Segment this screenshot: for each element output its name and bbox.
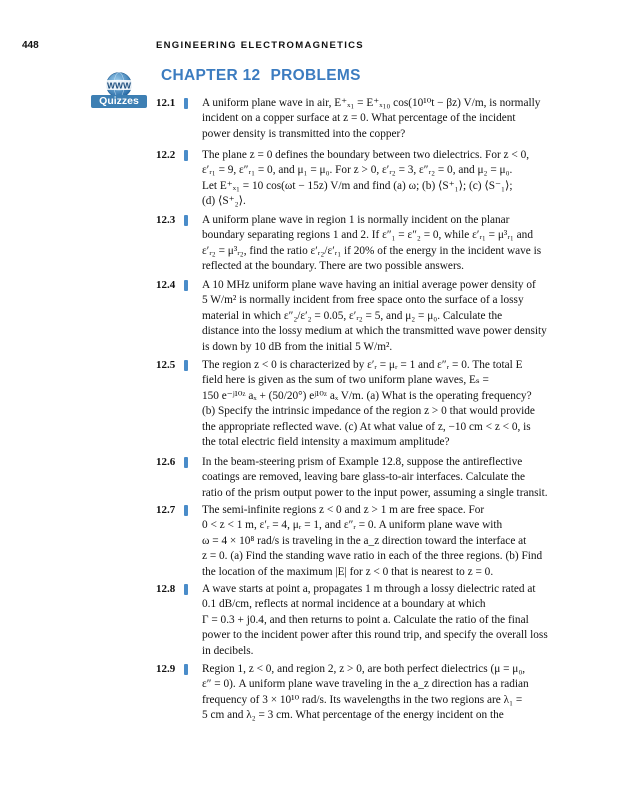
problem-line: distance into the lossy medium at which the transmitted wave power density <box>202 325 547 338</box>
problem-line: ratio of the prism output power to the input power, assuming a single transit. <box>202 486 548 499</box>
problem-line: z = 0. (a) Find the standing wave ratio in each of the three regions. (b) Find <box>202 550 543 563</box>
solution-marker-icon[interactable] <box>184 584 188 595</box>
problem-line: material in which ε″₂/ε′₂ = 0.05, ε′ᵣ₂ = 5, and μ₂ = μ₀. Calculate the <box>202 309 503 322</box>
solution-marker-icon[interactable] <box>184 505 188 516</box>
problem-line: ω = 4 × 10⁸ rad/s is traveling in the a_z direction toward the interface at <box>202 534 527 547</box>
problem-line: 0 < z < 1 m, ε′ᵣ = 4, μᵣ = 1, and ε″ᵣ = 0. A uniform plane wave with <box>202 519 503 532</box>
solution-marker-icon[interactable] <box>184 360 188 371</box>
solution-marker-icon[interactable] <box>184 664 188 675</box>
problem-text <box>202 278 580 355</box>
problem-number: 12.1 <box>156 97 176 109</box>
chapter-label: CHAPTER 12 <box>161 67 261 84</box>
problem-number: 12.8 <box>156 583 176 595</box>
problem-line: (d) ⟨S⁺₂⟩. <box>202 195 246 208</box>
quizzes-button[interactable]: Quizzes <box>91 95 147 108</box>
problem-number: 12.5 <box>156 359 176 371</box>
problem-line: A wave starts at point a, propagates 1 m through a lossy dielectric rated at <box>202 583 536 595</box>
problem-line: incident on a copper surface at z = 0. What percentage of the incident <box>202 112 516 125</box>
problem-line: A 10 MHz uniform plane wave having an initial average power density of <box>202 279 536 291</box>
problem-line: A uniform plane wave in region 1 is normally incident on the planar <box>202 214 510 226</box>
chapter-heading <box>161 67 361 85</box>
problem-line: is down by 10 dB from the initial 5 W/m². <box>202 340 393 353</box>
problem-number: 12.9 <box>156 663 176 675</box>
problem-line: In the beam-steering prism of Example 12.8, suppose the antireflective <box>202 456 523 468</box>
problem-text <box>202 96 580 142</box>
problem-number: 12.2 <box>156 149 176 161</box>
problem-line: A uniform plane wave in air, E⁺ₓ₁ = E⁺ₓ₁₀ cos(10¹⁰t − βz) V/m, is normally <box>202 97 541 109</box>
solution-marker-icon[interactable] <box>184 457 188 468</box>
page-number: 448 <box>22 40 39 51</box>
problem-line: reflected at the boundary. There are two possible answers. <box>202 260 464 273</box>
problem-line: 0.1 dB/cm, reflects at normal incidence at a boundary at which <box>202 598 486 611</box>
problem-text <box>202 503 580 580</box>
problem-text <box>202 148 580 210</box>
problems-label: PROBLEMS <box>270 67 361 84</box>
problem-line: (b) Specify the intrinsic impedance of the region z > 0 that would provide <box>202 405 535 418</box>
problem-line: The plane z = 0 defines the boundary between two dielectrics. For z < 0, <box>202 149 530 161</box>
problem-line: 5 cm and λ₂ = 3 cm. What percentage of the energy incident on the <box>202 709 504 722</box>
problem-line: field here is given as the sum of two uniform plane waves, Eₛ = <box>202 374 489 387</box>
problem-number: 12.7 <box>156 504 176 516</box>
problem-text <box>202 358 580 450</box>
logo-text: WWW <box>106 80 132 91</box>
problem-line: Let E⁺ₓ₁ = 10 cos(ωt − 15z) V/m and find (a) ω; (b) ⟨S⁺₁⟩; (c) ⟨S⁻₁⟩; <box>202 179 513 192</box>
solution-marker-icon[interactable] <box>184 280 188 291</box>
problem-number: 12.6 <box>156 456 176 468</box>
problem-line: the location of the maximum |E| for z < 0 that is nearest to z = 0. <box>202 565 494 578</box>
problem-number: 12.4 <box>156 279 176 291</box>
problem-line: ε′ᵣ₂ = μ³ᵣ₂, find the ratio ε′ᵣ₂/ε′ᵣ₁ if 20% of the energy in the incident wave is <box>202 244 542 257</box>
solution-marker-icon[interactable] <box>184 215 188 226</box>
problem-line: boundary separating regions 1 and 2. If ε″₁ = ε″₂ = 0, while ε′ᵣ₁ = μ³ᵣ₁ and <box>202 229 533 242</box>
problem-line: ε″ = 0). A uniform plane wave traveling in the a_z direction has a radian <box>202 678 529 691</box>
problem-line: the appropriate reflected wave. (c) At what value of z, −10 cm < z < 0, is <box>202 420 531 433</box>
problem-line: Γ = 0.3 + j0.4, and then returns to point a. Calculate the ratio of the final <box>202 613 529 626</box>
problem-line: power density is transmitted into the copper? <box>202 127 406 140</box>
running-head: ENGINEERING ELECTROMAGNETICS <box>156 40 364 51</box>
problem-text <box>202 455 580 501</box>
problem-line: ε′ᵣ₁ = 9, ε″ᵣ₁ = 0, and μ₁ = μ₀. For z > 0, ε′ᵣ₂ = 3, ε″ᵣ₂ = 0, and μ₂ = μ₀. <box>202 164 513 177</box>
problem-line: the total electric field intensity a maximum amplitude? <box>202 436 450 449</box>
solution-marker-icon[interactable] <box>184 98 188 109</box>
problem-line: 150 e⁻ʲ¹⁰ᶻ aₓ + (50/20°) eʲ¹⁰ᶻ aₓ V/m. (a) What is the operating frequency? <box>202 389 532 402</box>
problem-line: coatings are removed, leaving bare glass-to-air interfaces. Calculate the <box>202 471 526 484</box>
problem-line: 5 W/m² is normally incident from free space onto the surface of a lossy <box>202 294 524 307</box>
problem-text <box>202 582 580 659</box>
problem-number: 12.3 <box>156 214 176 226</box>
problem-line: Region 1, z < 0, and region 2, z > 0, are both perfect dielectrics (μ = μ₀, <box>202 663 526 675</box>
problem-line: frequency of 3 × 10¹⁰ rad/s. Its wavelengths in the two regions are λ₁ = <box>202 693 523 706</box>
problem-text <box>202 213 580 275</box>
problem-line: The semi-infinite regions z < 0 and z > 1 m are free space. For <box>202 504 485 516</box>
problem-text <box>202 662 580 724</box>
problem-line: power to the incident power after this round trip, and specify the overall loss <box>202 629 548 642</box>
solution-marker-icon[interactable] <box>184 150 188 161</box>
problem-line: The region z < 0 is characterized by ε′ᵣ = μᵣ = 1 and ε″ᵣ = 0. The total E <box>202 359 523 371</box>
problem-line: in decibels. <box>202 644 254 657</box>
